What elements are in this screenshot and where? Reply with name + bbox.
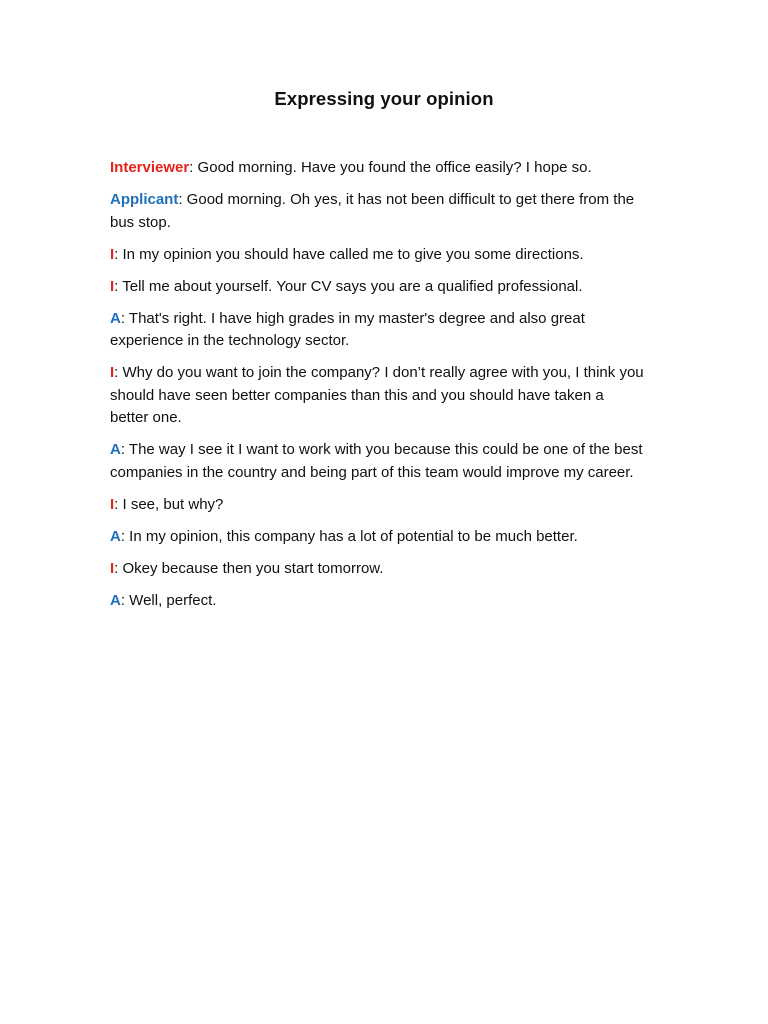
- dialogue-line: [110, 362, 645, 430]
- dialogue-line: [110, 590, 645, 613]
- dialogue: [110, 157, 645, 622]
- speaker-label: Applicant: [110, 191, 179, 208]
- document-title: Expressing your opinion: [274, 88, 494, 109]
- line-text: : Okey because then you start tomorrow.: [114, 559, 384, 577]
- dialogue-line: [110, 558, 645, 581]
- speaker-label: A: [110, 591, 121, 609]
- dialogue-line: [110, 244, 645, 267]
- speaker-label: A: [110, 441, 121, 458]
- speaker-label: I: [110, 559, 115, 577]
- dialogue-line: [110, 157, 645, 180]
- line-text: : That's right. I have high grades in my master's degree and also great experience in the technology sector.: [110, 309, 585, 349]
- line-text: : In my opinion you should have called me to give you some directions.: [114, 245, 584, 263]
- line-text: : In my opinion, this company has a lot of potential to be much better.: [120, 527, 578, 545]
- line-text: : Tell me about yourself. Your CV says you are a qualified professional.: [114, 277, 583, 295]
- speaker-label: I: [110, 495, 115, 513]
- speaker-label: I: [110, 245, 115, 263]
- dialogue-line: [110, 189, 645, 234]
- speaker-label: I: [110, 364, 115, 381]
- speaker-label: I: [110, 277, 115, 295]
- line-text: : The way I see it I want to work with you because this could be one of the best companies in the country and being part of this team would improve my career.: [110, 441, 643, 481]
- dialogue-line: [110, 494, 645, 517]
- dialogue-line: [110, 308, 645, 353]
- line-text: : I see, but why?: [114, 495, 224, 513]
- line-text: : Good morning. Have you found the office easily? I hope so.: [189, 159, 592, 176]
- speaker-label: A: [110, 527, 121, 545]
- dialogue-line: [110, 276, 645, 299]
- line-text: : Well, perfect.: [120, 591, 217, 609]
- dialogue-line: [110, 439, 645, 484]
- speaker-label: Interviewer: [110, 159, 190, 176]
- line-text: : Why do you want to join the company? I don’t really agree with you, I think you should have seen better companies than this and you should have taken a better one.: [110, 364, 644, 426]
- line-text: : Good morning. Oh yes, it has not been difficult to get there from the bus stop.: [110, 191, 635, 231]
- speaker-label: A: [110, 309, 121, 327]
- dialogue-line: [110, 526, 645, 549]
